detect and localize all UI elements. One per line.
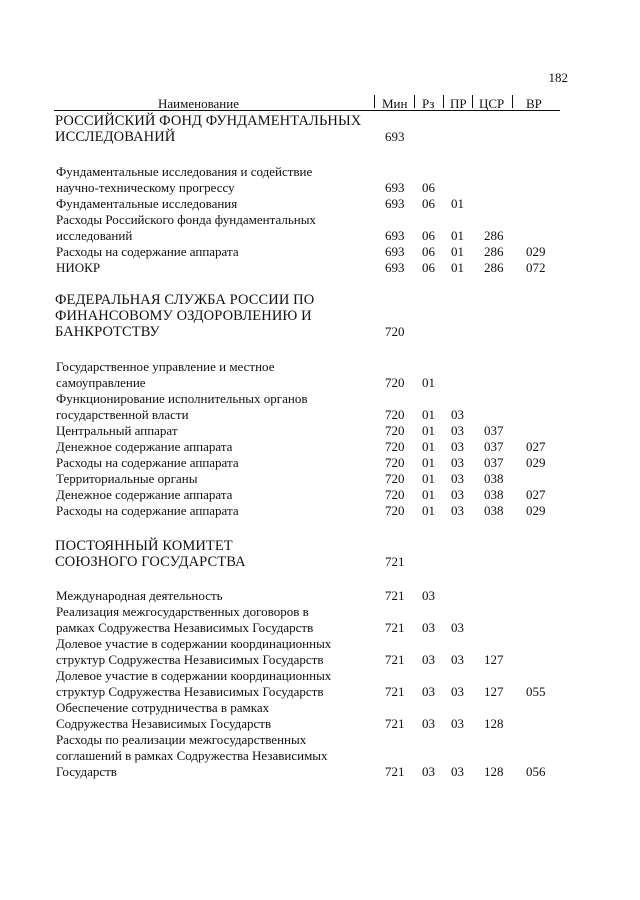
table-row — [0, 375, 640, 391]
row-name: Функционирование исполнительных органов — [56, 391, 308, 406]
row-name: Долевое участие в содержании координационных — [56, 668, 332, 683]
table-row — [0, 487, 640, 503]
cell-csr: 037 — [484, 455, 504, 470]
cell-rz: 03 — [422, 652, 435, 667]
table-row — [0, 228, 640, 244]
table-row — [0, 244, 640, 260]
cell-min: 693 — [385, 244, 405, 259]
row-name: Обеспечение сотрудничества в рамках — [56, 700, 270, 715]
row-name: Фундаментальные исследования — [56, 196, 238, 211]
row-name: ФИНАНСОВОМУ ОЗДОРОВЛЕНИЮ И — [55, 308, 312, 324]
table-row — [0, 636, 640, 652]
cell-pr: 03 — [451, 487, 464, 502]
cell-pr: 03 — [451, 423, 464, 438]
table-row — [0, 180, 640, 196]
header-name: Наименование — [158, 96, 239, 111]
cell-pr: 03 — [451, 620, 464, 635]
cell-rz: 01 — [422, 375, 435, 390]
cell-csr: 128 — [484, 764, 504, 779]
row-name: НИОКР — [56, 260, 101, 275]
row-name: Государств — [56, 764, 117, 779]
cell-vr: 055 — [526, 684, 546, 699]
table-row — [0, 764, 640, 780]
cell-min: 693 — [385, 260, 405, 275]
table-row — [0, 748, 640, 764]
cell-min: 720 — [385, 487, 405, 502]
row-name: Содружества Независимых Государств — [56, 716, 272, 731]
row-name: самоуправление — [56, 375, 146, 390]
table-row — [0, 716, 640, 732]
cell-min: 721 — [385, 620, 405, 635]
table-row — [0, 503, 640, 519]
cell-rz: 06 — [422, 244, 435, 259]
cell-pr: 03 — [451, 764, 464, 779]
cell-min: 720 — [385, 375, 405, 390]
table-row — [0, 604, 640, 620]
cell-pr: 03 — [451, 503, 464, 518]
cell-rz: 01 — [422, 503, 435, 518]
row-name: Территориальные органы — [56, 471, 198, 486]
org-heading-row — [0, 113, 640, 129]
org-heading-row — [0, 308, 640, 324]
row-name: Расходы по реализации межгосударственных — [56, 732, 307, 747]
table-row — [0, 700, 640, 716]
table-row — [0, 455, 640, 471]
cell-rz: 06 — [422, 260, 435, 275]
row-name: Расходы Российского фонда фундаментальных — [56, 212, 316, 227]
cell-min: 721 — [385, 684, 405, 699]
cell-csr: 037 — [484, 439, 504, 454]
cell-pr: 01 — [451, 228, 464, 243]
row-name: ИССЛЕДОВАНИЙ — [55, 129, 176, 145]
cell-rz: 06 — [422, 228, 435, 243]
cell-rz: 03 — [422, 620, 435, 635]
cell-csr: 127 — [484, 684, 504, 699]
cell-pr: 01 — [451, 244, 464, 259]
cell-csr: 286 — [484, 228, 504, 243]
row-name: Расходы на содержание аппарата — [56, 503, 239, 518]
cell-min: 721 — [385, 588, 405, 603]
cell-vr: 027 — [526, 439, 546, 454]
org-heading-row — [0, 292, 640, 308]
cell-min: 693 — [385, 196, 405, 211]
cell-pr: 03 — [451, 455, 464, 470]
cell-csr: 038 — [484, 471, 504, 486]
row-name: Международная деятельность — [56, 588, 223, 603]
row-name: исследований — [56, 228, 133, 243]
row-name: соглашений в рамках Содружества Независимых — [56, 748, 328, 763]
cell-min: 720 — [385, 423, 405, 438]
row-name: научно-техническому прогрессу — [56, 180, 235, 195]
header-vr: ВР — [526, 96, 542, 111]
table-row — [0, 359, 640, 375]
org-heading-row — [0, 554, 640, 570]
table-row — [0, 212, 640, 228]
cell-csr: 286 — [484, 260, 504, 275]
table-row — [0, 423, 640, 439]
header-min: Мин — [382, 96, 408, 111]
cell-csr: 038 — [484, 487, 504, 502]
cell-rz: 03 — [422, 764, 435, 779]
cell-vr: 056 — [526, 764, 546, 779]
cell-vr: 072 — [526, 260, 546, 275]
row-name: Расходы на содержание аппарата — [56, 244, 239, 259]
cell-min: 721 — [385, 652, 405, 667]
cell-min: 721 — [385, 554, 405, 569]
cell-rz: 01 — [422, 407, 435, 422]
row-name: СОЮЗНОГО ГОСУДАРСТВА — [55, 554, 246, 570]
table-row — [0, 588, 640, 604]
table-row — [0, 684, 640, 700]
cell-rz: 01 — [422, 487, 435, 502]
header-pr: ПР — [450, 96, 467, 111]
cell-vr: 027 — [526, 487, 546, 502]
cell-min: 720 — [385, 455, 405, 470]
row-name: БАНКРОТСТВУ — [55, 324, 160, 340]
cell-min: 721 — [385, 764, 405, 779]
cell-csr: 286 — [484, 244, 504, 259]
cell-min: 720 — [385, 407, 405, 422]
table-row — [0, 668, 640, 684]
cell-pr: 03 — [451, 407, 464, 422]
cell-rz: 06 — [422, 196, 435, 211]
row-name: структур Содружества Независимых Государств — [56, 652, 324, 667]
cell-rz: 01 — [422, 423, 435, 438]
cell-rz: 06 — [422, 180, 435, 195]
row-name: Реализация межгосударственных договоров в — [56, 604, 309, 619]
cell-rz: 03 — [422, 684, 435, 699]
cell-pr: 03 — [451, 439, 464, 454]
cell-pr: 01 — [451, 196, 464, 211]
row-name: структур Содружества Независимых Государств — [56, 684, 324, 699]
org-heading-row — [0, 324, 640, 340]
cell-min: 720 — [385, 324, 405, 339]
cell-rz: 03 — [422, 716, 435, 731]
cell-min: 720 — [385, 471, 405, 486]
cell-csr: 037 — [484, 423, 504, 438]
row-name: Центральный аппарат — [56, 423, 178, 438]
row-name: ФЕДЕРАЛЬНАЯ СЛУЖБА РОССИИ ПО — [55, 292, 315, 308]
cell-rz: 01 — [422, 439, 435, 454]
cell-csr: 128 — [484, 716, 504, 731]
table-row — [0, 732, 640, 748]
row-name: Денежное содержание аппарата — [56, 487, 233, 502]
row-name: государственной власти — [56, 407, 189, 422]
cell-pr: 03 — [451, 684, 464, 699]
row-name: Государственное управление и местное — [56, 359, 275, 374]
cell-vr: 029 — [526, 244, 546, 259]
cell-pr: 01 — [451, 260, 464, 275]
table-row — [0, 620, 640, 636]
cell-min: 693 — [385, 180, 405, 195]
header-rz: Рз — [422, 96, 435, 111]
row-name: Долевое участие в содержании координационных — [56, 636, 332, 651]
cell-min: 693 — [385, 228, 405, 243]
table-row — [0, 260, 640, 276]
cell-min: 693 — [385, 129, 405, 144]
cell-vr: 029 — [526, 503, 546, 518]
cell-csr: 127 — [484, 652, 504, 667]
org-heading-row — [0, 538, 640, 554]
row-name: Расходы на содержание аппарата — [56, 455, 239, 470]
cell-min: 720 — [385, 503, 405, 518]
row-name: ПОСТОЯННЫЙ КОМИТЕТ — [55, 538, 233, 554]
cell-rz: 01 — [422, 471, 435, 486]
table-row — [0, 407, 640, 423]
row-name: РОССИЙСКИЙ ФОНД ФУНДАМЕНТАЛЬНЫХ — [55, 113, 362, 129]
cell-pr: 03 — [451, 471, 464, 486]
cell-min: 720 — [385, 439, 405, 454]
table-row — [0, 196, 640, 212]
page-number: 182 — [548, 70, 568, 85]
table-row — [0, 164, 640, 180]
table-row — [0, 391, 640, 407]
row-name: рамках Содружества Независимых Государств — [56, 620, 314, 635]
cell-rz: 01 — [422, 455, 435, 470]
table-row — [0, 439, 640, 455]
org-heading-row — [0, 129, 640, 145]
row-name: Денежное содержание аппарата — [56, 439, 233, 454]
table-row — [0, 471, 640, 487]
cell-min: 721 — [385, 716, 405, 731]
row-name: Фундаментальные исследования и содействие — [56, 164, 313, 179]
table-row — [0, 652, 640, 668]
cell-pr: 03 — [451, 716, 464, 731]
cell-pr: 03 — [451, 652, 464, 667]
cell-rz: 03 — [422, 588, 435, 603]
cell-vr: 029 — [526, 455, 546, 470]
header-csr: ЦСР — [479, 96, 505, 111]
cell-csr: 038 — [484, 503, 504, 518]
